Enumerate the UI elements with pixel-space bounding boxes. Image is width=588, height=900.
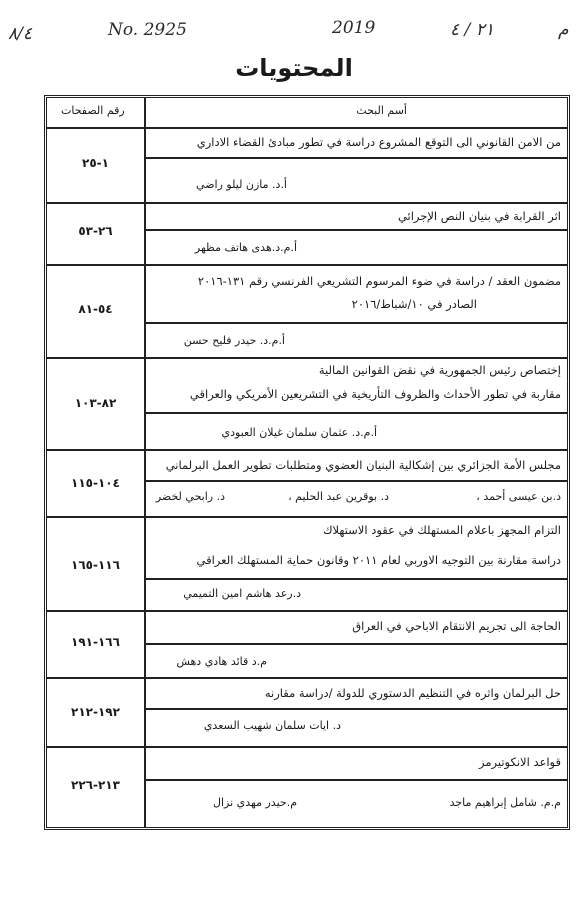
entry-author: أ.م.د. عثمان سلمان غيلان العبودي	[221, 426, 377, 439]
entry-author: د. ايات سلمان شهيب السعدي	[203, 719, 341, 732]
handwritten-m: م	[558, 20, 569, 40]
contents-table	[44, 95, 570, 830]
row-separator	[144, 480, 567, 482]
entry-title: إختصاص رئيس الجمهورية في نقض القوانين المالية	[318, 363, 561, 377]
entry-pages: ١٩٢-٢١٢	[71, 705, 120, 719]
entry-pages: ٢٦-٥٣	[78, 224, 113, 238]
row-separator	[47, 449, 567, 451]
row-separator	[144, 229, 567, 231]
entry-author: م.حيدر مهدي نزال	[212, 796, 297, 809]
column-divider	[144, 98, 146, 827]
entry-author: د.بن عيسى أحمد ،	[476, 490, 561, 503]
entry-title: الحاجة الى تجريم الانتقام الاباحي في العراق	[352, 619, 561, 633]
handwritten-number: No. 2925	[108, 20, 187, 40]
row-separator	[144, 779, 567, 781]
entry-author: أ.م.د. حيدر فليح حسن	[183, 334, 285, 347]
entry-author: أ.د. مازن ليلو راضي	[196, 178, 287, 191]
entry-title-line2: دراسة مقارنة بين التوجيه الاوربي لعام ٢٠١١ وقانون حماية المستهلك العراقي	[196, 553, 561, 567]
entry-author: م.م. شامل إبراهيم ماجد	[449, 796, 561, 809]
page-title: المحتويات	[235, 54, 353, 82]
handwritten-year: 2019	[332, 18, 376, 38]
row-separator	[47, 610, 567, 612]
entry-title: مجلس الأمة الجزائري بين إشكالية البنيان العضوي ومتطلبات تطوير العمل البرلماني	[165, 458, 561, 472]
row-separator	[47, 677, 567, 679]
row-separator	[144, 708, 567, 710]
handwritten-date: ٢١ / ٤	[450, 20, 494, 40]
entry-author: م.د قائد هادي دهش	[176, 655, 267, 668]
entry-author: د. رابحي لخضر	[155, 490, 225, 503]
entry-author: د. بوقرين عبد الحليم ،	[288, 490, 389, 503]
entry-pages: ٢١٣-٢٢٦	[71, 778, 120, 792]
entry-title: اثر القرابة في بنيان النص الإجرائي	[397, 209, 561, 223]
entry-pages: ١٦٦-١٩١	[71, 635, 120, 649]
entry-title: التزام المجهز باعلام المستهلك في عقود الاستهلاك	[323, 523, 561, 537]
title-column-header: أسم البحث	[356, 104, 407, 117]
row-separator	[47, 746, 567, 748]
handwritten-fraction: ٨/٤	[8, 24, 32, 44]
entry-title: من الامن القانوني الى التوقع المشروع دراسة في تطور مبادئ القضاء الاداري	[196, 135, 561, 149]
row-separator	[144, 578, 567, 580]
entry-pages: ٥٤-٨١	[78, 302, 113, 316]
row-separator	[144, 412, 567, 414]
entry-pages: ٨٢-١٠٣	[74, 396, 117, 410]
row-separator	[144, 643, 567, 645]
entry-title: حل البرلمان واثره في التنظيم الدستوري للدولة /دراسة مقارنه	[264, 686, 561, 700]
row-separator	[47, 202, 567, 204]
row-separator	[47, 264, 567, 266]
entry-title: مضمون العقد / دراسة في ضوء المرسوم التشريعي الفرنسي رقم ١٣١-٢٠١٦	[197, 274, 561, 288]
entry-title-line2: مقاربة في تطور الأحداث والظروف التأريخية في التشريعين الأمريكي والعراقي	[189, 387, 561, 401]
entry-pages: ١-٢٥	[82, 156, 109, 170]
row-separator	[47, 357, 567, 359]
header-divider	[47, 127, 567, 129]
row-separator	[144, 157, 567, 159]
entry-author: أ.م.د.هدى هاتف مظهر	[194, 241, 297, 254]
entry-author: د.رعد هاشم امين التميمي	[183, 587, 301, 600]
entry-title-line2: الصادر في ١٠/شباط/٢٠١٦	[351, 297, 477, 311]
row-separator	[144, 322, 567, 324]
pages-column-header: رقم الصفحات	[61, 104, 125, 117]
entry-pages: ١١٦-١٦٥	[71, 558, 120, 572]
entry-title: قواعد الانكوتيرمز	[479, 755, 561, 769]
entry-pages: ١٠٤-١١٥	[71, 476, 120, 490]
row-separator	[47, 516, 567, 518]
